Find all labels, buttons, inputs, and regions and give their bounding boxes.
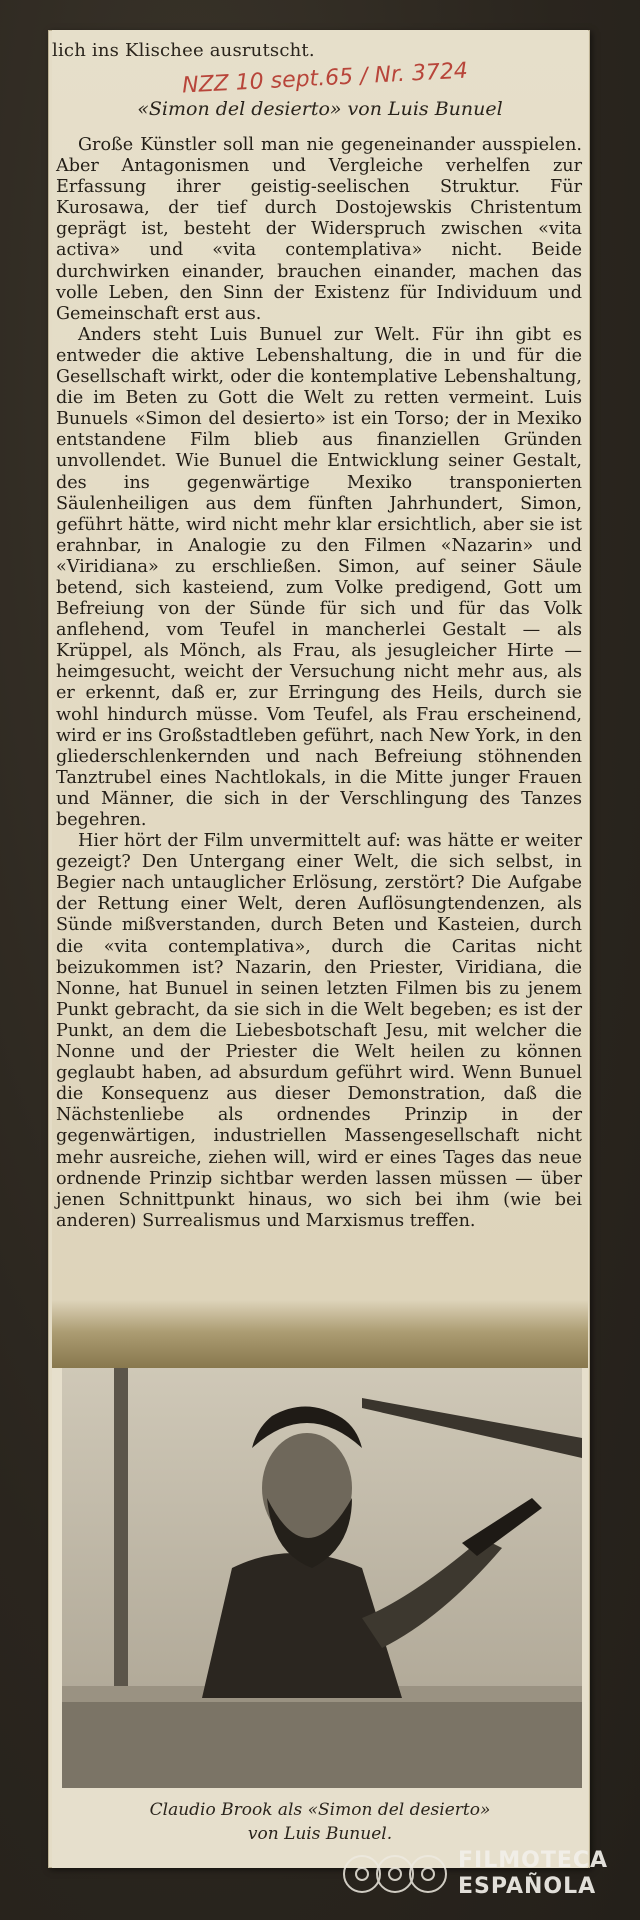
watermark-line-1: FILMOTECA xyxy=(458,1848,609,1873)
paragraph-2: Anders steht Luis Bunuel zur Welt. Für ihn gibt es entweder die aktive Lebenshaltung, die in und für die Gesellschaft wirkt, oder die kontemplative Lebenshaltung, die im Beten zu Gott die Welt zu retten vermeint. Luis Bunuels «Simon del desierto» ist ein Torso; der in Mexiko entstandene Film blieb aus finanziellen Gründen unvollendet. Wie Bunuel die Entwicklung seiner Gestalt, des ins gegenwärtige Mexiko transponierten Säulenheiligen aus dem fünften Jahrhundert, Simon, geführt hätte, wird nicht mehr klar ersichtlich, aber sie ist erahnbar, in Analogie zu den Filmen «Nazarin» und «Viridiana» zu erschließen. Simon, auf seiner Säule betend, sich kasteiend, zum Volke predigend, Gott um Befreiung von der Sünde für sich und für das Volk anflehend, vom Teufel in mancherlei Gestalt — als Krüppel, als Mönch, als Frau, als jesugleicher Hirte — heimgesucht, weicht der Versuchung nicht mehr aus, als er erkennt, daß er, zur Erringung des Heils, durch sie wohl hindurch müsse. Vom Teufel, als Frau erscheinend, wird er ins Großstadtleben geführt, nach New York, in den gliederschlenkernden und nach Befreiung stöhnenden Tanztrubel eines Nachtlokals, in die Mitte junger Frauen und Männer, die sich in der Verschlingung des Tanzes begehren. xyxy=(56,324,582,830)
article-body xyxy=(56,135,582,1370)
article-headline: «Simon del desierto» von Luis Bunuel xyxy=(137,98,503,120)
filmoteca-logo-icon xyxy=(340,1844,450,1904)
film-still-photo xyxy=(62,1368,582,1788)
caption-line-2: von Luis Bunuel. xyxy=(247,1824,393,1844)
paragraph-3: Hier hört der Film unvermittelt auf: was hätte er weiter gezeigt? Den Untergang einer Welt, die sich selbst, in Begier nach untauglicher Erlösung, zerstört? Die Aufgabe der Rettung einer Welt, deren Auflösungtendenzen, als Sünde mißverstanden, durch Beten und Kasteien, durch die «vita contemplativa», durch die Caritas nicht beizukommen ist? Nazarin, den Priester, Viridiana, die Nonne, hat Bunuel in seinen letzten Filmen bis zu jenem Punkt gebracht, da sie sich in die Welt begeben; es ist der Punkt, an dem die Liebesbotschaft Jesu, mit welcher die Nonne und der Priester die Welt heilen zu können geglaubt haben, ad absurdum geführt wird. Wenn Bunuel die Konsequenz aus dieser Demonstration, daß die Nächstenliebe als ordnendes Prinzip in der gegenwärtigen, industriellen Massengesellschaft nicht mehr ausreiche, ziehen will, wird er eines Tages das neue ordnende Prinzip sichtbar werden lassen müssen — über jenen Schnittpunkt hinaus, wo sich bei ihm (wie bei anderen) Surrealismus und Marxismus treffen. xyxy=(56,831,582,1231)
photo-section xyxy=(52,1368,588,1868)
previous-article-line: lich ins Klischee ausrutscht. xyxy=(52,40,315,61)
handwritten-source-note: NZZ 10 sept.65 / Nr. 3724 xyxy=(181,58,469,99)
watermark-line-2: ESPAÑOLA xyxy=(458,1874,597,1899)
article-section xyxy=(52,30,588,1370)
watermark-text xyxy=(458,1848,608,1900)
caption-line-1: Claudio Brook als «Simon del desierto» xyxy=(149,1800,491,1820)
photo-caption xyxy=(52,1798,588,1846)
film-still-illustration xyxy=(62,1368,582,1788)
filmoteca-watermark xyxy=(340,1840,630,1910)
paragraph-1: Große Künstler soll man nie gegeneinander ausspielen. Aber Antagonismen und Vergleiche verhelfen zur Erfassung ihrer geistig-seelischen Struktur. Für Kurosawa, der tief durch Dostojewskis Christentum geprägt ist, besteht der Widerspruch zwischen «vita activa» und «vita contemplativa» nicht. Beide durchwirken einander, brauchen einander, machen das volle Leben, den Sinn der Existenz für Individuum und Gemeinschaft erst aus. xyxy=(56,135,582,324)
